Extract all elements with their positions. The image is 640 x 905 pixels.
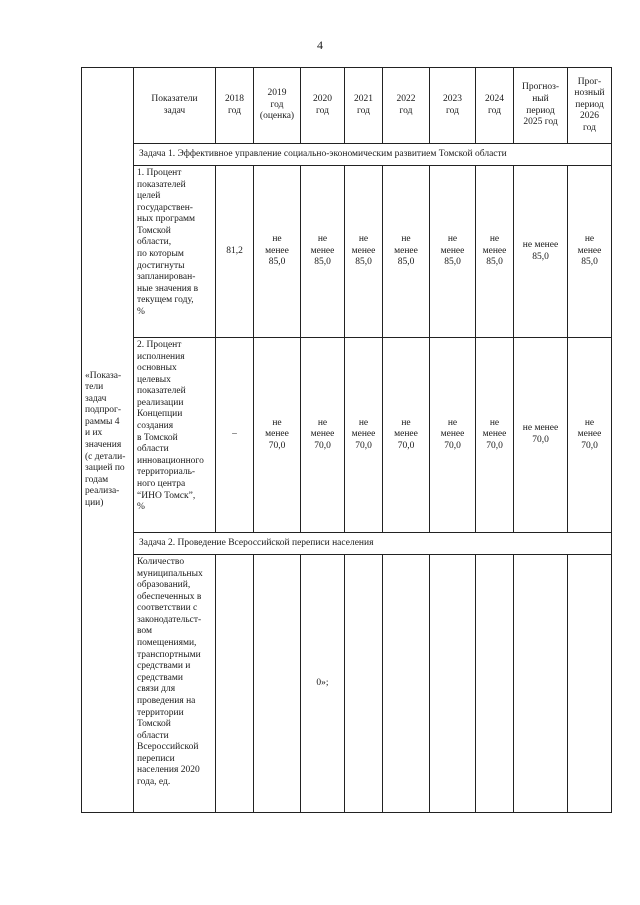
indicator-name: Количество муниципальных образований, обеспеченных в соответствии с законодательст- вом помещениями, транспортными средствами и средствами связи для проведения на территории Томской области Всероссийской переписи населения 2020 года, ед.	[134, 555, 216, 813]
value-cell: не менее 85,0	[476, 166, 514, 338]
value-cell: не менее 70,0	[345, 338, 383, 533]
value-cell: 81,2	[216, 166, 254, 338]
header-year-2020: 2020 год	[301, 68, 345, 144]
value-cell: не менее 85,0	[514, 166, 568, 338]
table-row	[82, 166, 612, 338]
value-cell	[345, 555, 383, 813]
indicator-name: 2. Процент исполнения основных целевых показателей реализации Концепции создания в Томской области инновационного территориаль- ного центра “ИНО Томск”, %	[134, 338, 216, 533]
header-year-2021: 2021 год	[345, 68, 383, 144]
header-year-2026: Прог- нозный период 2026 год	[568, 68, 612, 144]
value-cell	[383, 555, 430, 813]
value-cell: не менее 70,0	[430, 338, 476, 533]
value-cell: не менее 85,0	[383, 166, 430, 338]
value-cell: не менее 70,0	[383, 338, 430, 533]
value-cell: не менее 70,0	[476, 338, 514, 533]
header-year-2024: 2024 год	[476, 68, 514, 144]
page-number: 4	[317, 38, 323, 52]
header-year-2022: 2022 год	[383, 68, 430, 144]
value-cell: не менее 85,0	[430, 166, 476, 338]
value-cell	[430, 555, 476, 813]
value-cell: не менее 85,0	[568, 166, 612, 338]
value-cell	[216, 555, 254, 813]
value-cell: не менее 85,0	[301, 166, 345, 338]
task-2-row	[82, 533, 612, 555]
task-1-title: Задача 1. Эффективное управление социально-экономическим развитием Томской области	[134, 144, 612, 166]
indicator-name: 1. Процент показателей целей государствен- ных программ Томской области, по которым достигнуты запланирован- ные значения в текущем году, %	[134, 166, 216, 338]
header-indicator: Показатели задач	[134, 68, 216, 144]
value-cell: –	[216, 338, 254, 533]
header-year-2019: 2019 год (оценка)	[254, 68, 301, 144]
task-2-title: Задача 2. Проведение Всероссийской переписи населения	[134, 533, 612, 555]
value-cell	[568, 555, 612, 813]
header-year-2025: Прогноз- ный период 2025 год	[514, 68, 568, 144]
value-cell	[254, 555, 301, 813]
value-cell: не менее 70,0	[254, 338, 301, 533]
table-row	[82, 338, 612, 533]
value-cell: 0»;	[301, 555, 345, 813]
value-cell: не менее 85,0	[345, 166, 383, 338]
table-header-row	[82, 68, 612, 144]
value-cell: не менее 70,0	[514, 338, 568, 533]
indicators-table	[81, 67, 612, 813]
header-year-2018: 2018 год	[216, 68, 254, 144]
value-cell: не менее 85,0	[254, 166, 301, 338]
header-year-2023: 2023 год	[430, 68, 476, 144]
value-cell	[476, 555, 514, 813]
task-1-row	[82, 144, 612, 166]
side-label: «Показа- тели задач подпрог- раммы 4 и их значения (с детали- зацией по годам реализа- ции)	[82, 68, 134, 813]
value-cell: не менее 70,0	[568, 338, 612, 533]
value-cell	[514, 555, 568, 813]
table-row	[82, 555, 612, 813]
value-cell: не менее 70,0	[301, 338, 345, 533]
